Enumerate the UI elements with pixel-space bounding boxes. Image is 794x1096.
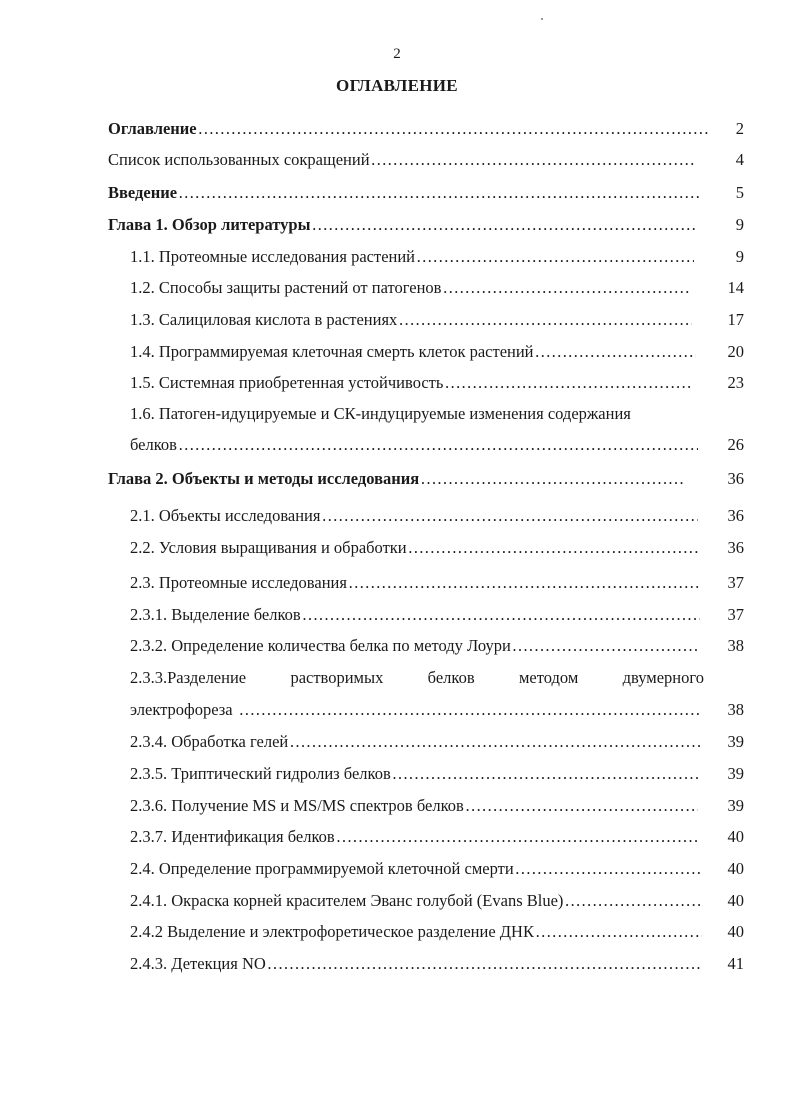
toc-entry-2-1[interactable] (130, 506, 698, 526)
toc-page-number: 9 (735, 247, 744, 266)
toc-label: 2.1. Объекты исследования (130, 506, 321, 525)
toc-word: двумерного (622, 668, 704, 687)
dot-leader (398, 310, 692, 330)
toc-word: методом (518, 668, 579, 687)
toc-entry-1-4[interactable] (130, 342, 696, 362)
toc-entry-2-3-4[interactable] (130, 732, 700, 752)
toc-entry-chapter-2[interactable] (108, 469, 686, 489)
toc-label: 2.3.2. Определение количества белка по методу Лоури (130, 636, 511, 655)
dot-leader (564, 891, 700, 911)
toc-page-number: 20 (727, 342, 744, 361)
toc-label: Глава 2. Объекты и методы исследования (108, 469, 420, 488)
toc-entry-introduction[interactable] (108, 183, 702, 203)
toc-entry-2-3-7[interactable] (130, 827, 700, 847)
toc-page-number: 39 (727, 764, 744, 783)
toc-page-number: 40 (727, 891, 744, 910)
dot-leader (408, 538, 698, 558)
toc-entry-1-6[interactable] (130, 435, 698, 455)
dot-leader (442, 278, 690, 298)
toc-page-number: 36 (727, 538, 744, 557)
toc-page-number: 14 (727, 278, 744, 297)
toc-page-number: 37 (727, 573, 744, 592)
toc-label: 2.3.5. Триптический гидролиз белков (130, 764, 391, 783)
dot-leader (420, 469, 686, 489)
toc-label: Список использованных сокращений (108, 150, 370, 169)
toc-word: 2.3.3.Разделение (130, 668, 247, 687)
toc-entry-1-1[interactable] (130, 247, 694, 267)
dot-leader (198, 119, 708, 139)
toc-label: 2.4.3. Детекция NO (130, 954, 266, 973)
toc-label: 2.3. Протеомные исследования (130, 573, 347, 592)
toc-label: 2.3.6. Получение MS и MS/MS спектров белков (130, 796, 464, 815)
toc-entry-contents[interactable] (108, 119, 708, 139)
dot-leader (512, 636, 698, 656)
dot-leader (535, 342, 696, 362)
toc-entry-2-3-6[interactable] (130, 796, 698, 816)
toc-entry-1-3[interactable] (130, 310, 692, 330)
toc-entry-2-3-3-line-1[interactable] (130, 668, 704, 688)
dot-leader (312, 215, 699, 235)
toc-page-number: 37 (727, 605, 744, 624)
toc-label: Оглавление (108, 119, 197, 138)
toc-page-number: 39 (727, 796, 744, 815)
toc-page-number: 38 (727, 636, 744, 655)
dot-leader (178, 435, 698, 455)
dot-leader (302, 605, 700, 625)
toc-label: 2.2. Условия выращивания и обработки (130, 538, 407, 557)
dot-leader (348, 573, 700, 593)
toc-entry-2-4-1[interactable] (130, 891, 700, 911)
toc-label: 1.2. Способы защиты растений от патогенов (130, 278, 442, 297)
dot-leader (239, 700, 700, 720)
page-number: 2 (393, 46, 401, 62)
toc-page-number: 2 (735, 119, 744, 138)
dot-leader (392, 764, 700, 784)
toc-entry-2-4-2[interactable] (130, 922, 702, 942)
toc-page-number: 40 (727, 922, 744, 941)
dot-leader (267, 954, 702, 974)
toc-page-number: 36 (727, 469, 744, 488)
toc-page-number: 39 (727, 732, 744, 751)
toc-page-number: 17 (727, 310, 744, 329)
dot-leader (178, 183, 702, 203)
toc-entry-1-6-line-1[interactable]: 1.6. Патоген-идуцируемые и СК-индуцируемые изменения содержания (130, 404, 631, 423)
dot-leader (321, 506, 698, 526)
toc-page-number: 23 (727, 373, 744, 392)
toc-entry-2-4[interactable] (130, 859, 700, 879)
toc-entry-1-2[interactable] (130, 278, 690, 298)
toc-label: 2.4.1. Окраска корней красителем Эванс голубой (Evans Blue) (130, 891, 564, 910)
toc-word: белков (427, 668, 475, 687)
toc-label: 2.4.2 Выделение и электрофоретическое разделение ДНК (130, 922, 534, 941)
toc-label: 2.4. Определение программируемой клеточной смерти (130, 859, 514, 878)
toc-entry-2-3-3[interactable] (130, 700, 700, 720)
toc-page-number: 9 (735, 215, 744, 234)
dot-leader (515, 859, 700, 879)
toc-entry-2-3-1[interactable] (130, 605, 700, 625)
toc-entry-2-3-5[interactable] (130, 764, 700, 784)
toc-label: Глава 1. Обзор литературы (108, 215, 311, 234)
toc-label: электрофореза (130, 700, 233, 719)
page-title: ОГЛАВЛЕНИЕ (336, 76, 458, 95)
toc-page-number: 38 (727, 700, 744, 719)
toc-entry-1-5[interactable] (130, 373, 692, 393)
toc-page-number: 36 (727, 506, 744, 525)
toc-page-number: 4 (735, 150, 744, 169)
toc-page-number: 40 (727, 859, 744, 878)
toc-page-number: 5 (735, 183, 744, 202)
toc-page-number: 40 (727, 827, 744, 846)
toc-label: 2.3.1. Выделение белков (130, 605, 301, 624)
dot-leader (444, 373, 692, 393)
toc-entry-chapter-1[interactable] (108, 215, 698, 235)
toc-page-number: 41 (727, 954, 744, 973)
dot-leader (336, 827, 700, 847)
toc-label: 1.5. Системная приобретенная устойчивость (130, 373, 444, 392)
toc-entry-abbreviations[interactable] (108, 150, 694, 170)
dot-leader (371, 150, 694, 170)
toc-entry-2-4-3[interactable] (130, 954, 702, 974)
toc-word: растворимых (290, 668, 384, 687)
toc-label: 2.3.4. Обработка гелей (130, 732, 289, 751)
toc-label: 1.3. Салициловая кислота в растениях (130, 310, 398, 329)
toc-entry-2-2[interactable] (130, 538, 698, 558)
toc-label: 1.1. Протеомные исследования растений (130, 247, 416, 266)
toc-entry-2-3-2[interactable] (130, 636, 698, 656)
toc-label: Введение (108, 183, 178, 202)
toc-entry-2-3[interactable] (130, 573, 700, 593)
toc-label: 2.3.7. Идентификация белков (130, 827, 335, 846)
toc-page-number: 26 (727, 435, 744, 454)
dot-leader (465, 796, 698, 816)
dot-leader (289, 732, 700, 752)
toc-label: 1.4. Программируемая клеточная смерть клеток растений (130, 342, 534, 361)
dot-leader (416, 247, 694, 267)
dot-leader (535, 922, 702, 942)
toc-label: белков (130, 435, 177, 454)
